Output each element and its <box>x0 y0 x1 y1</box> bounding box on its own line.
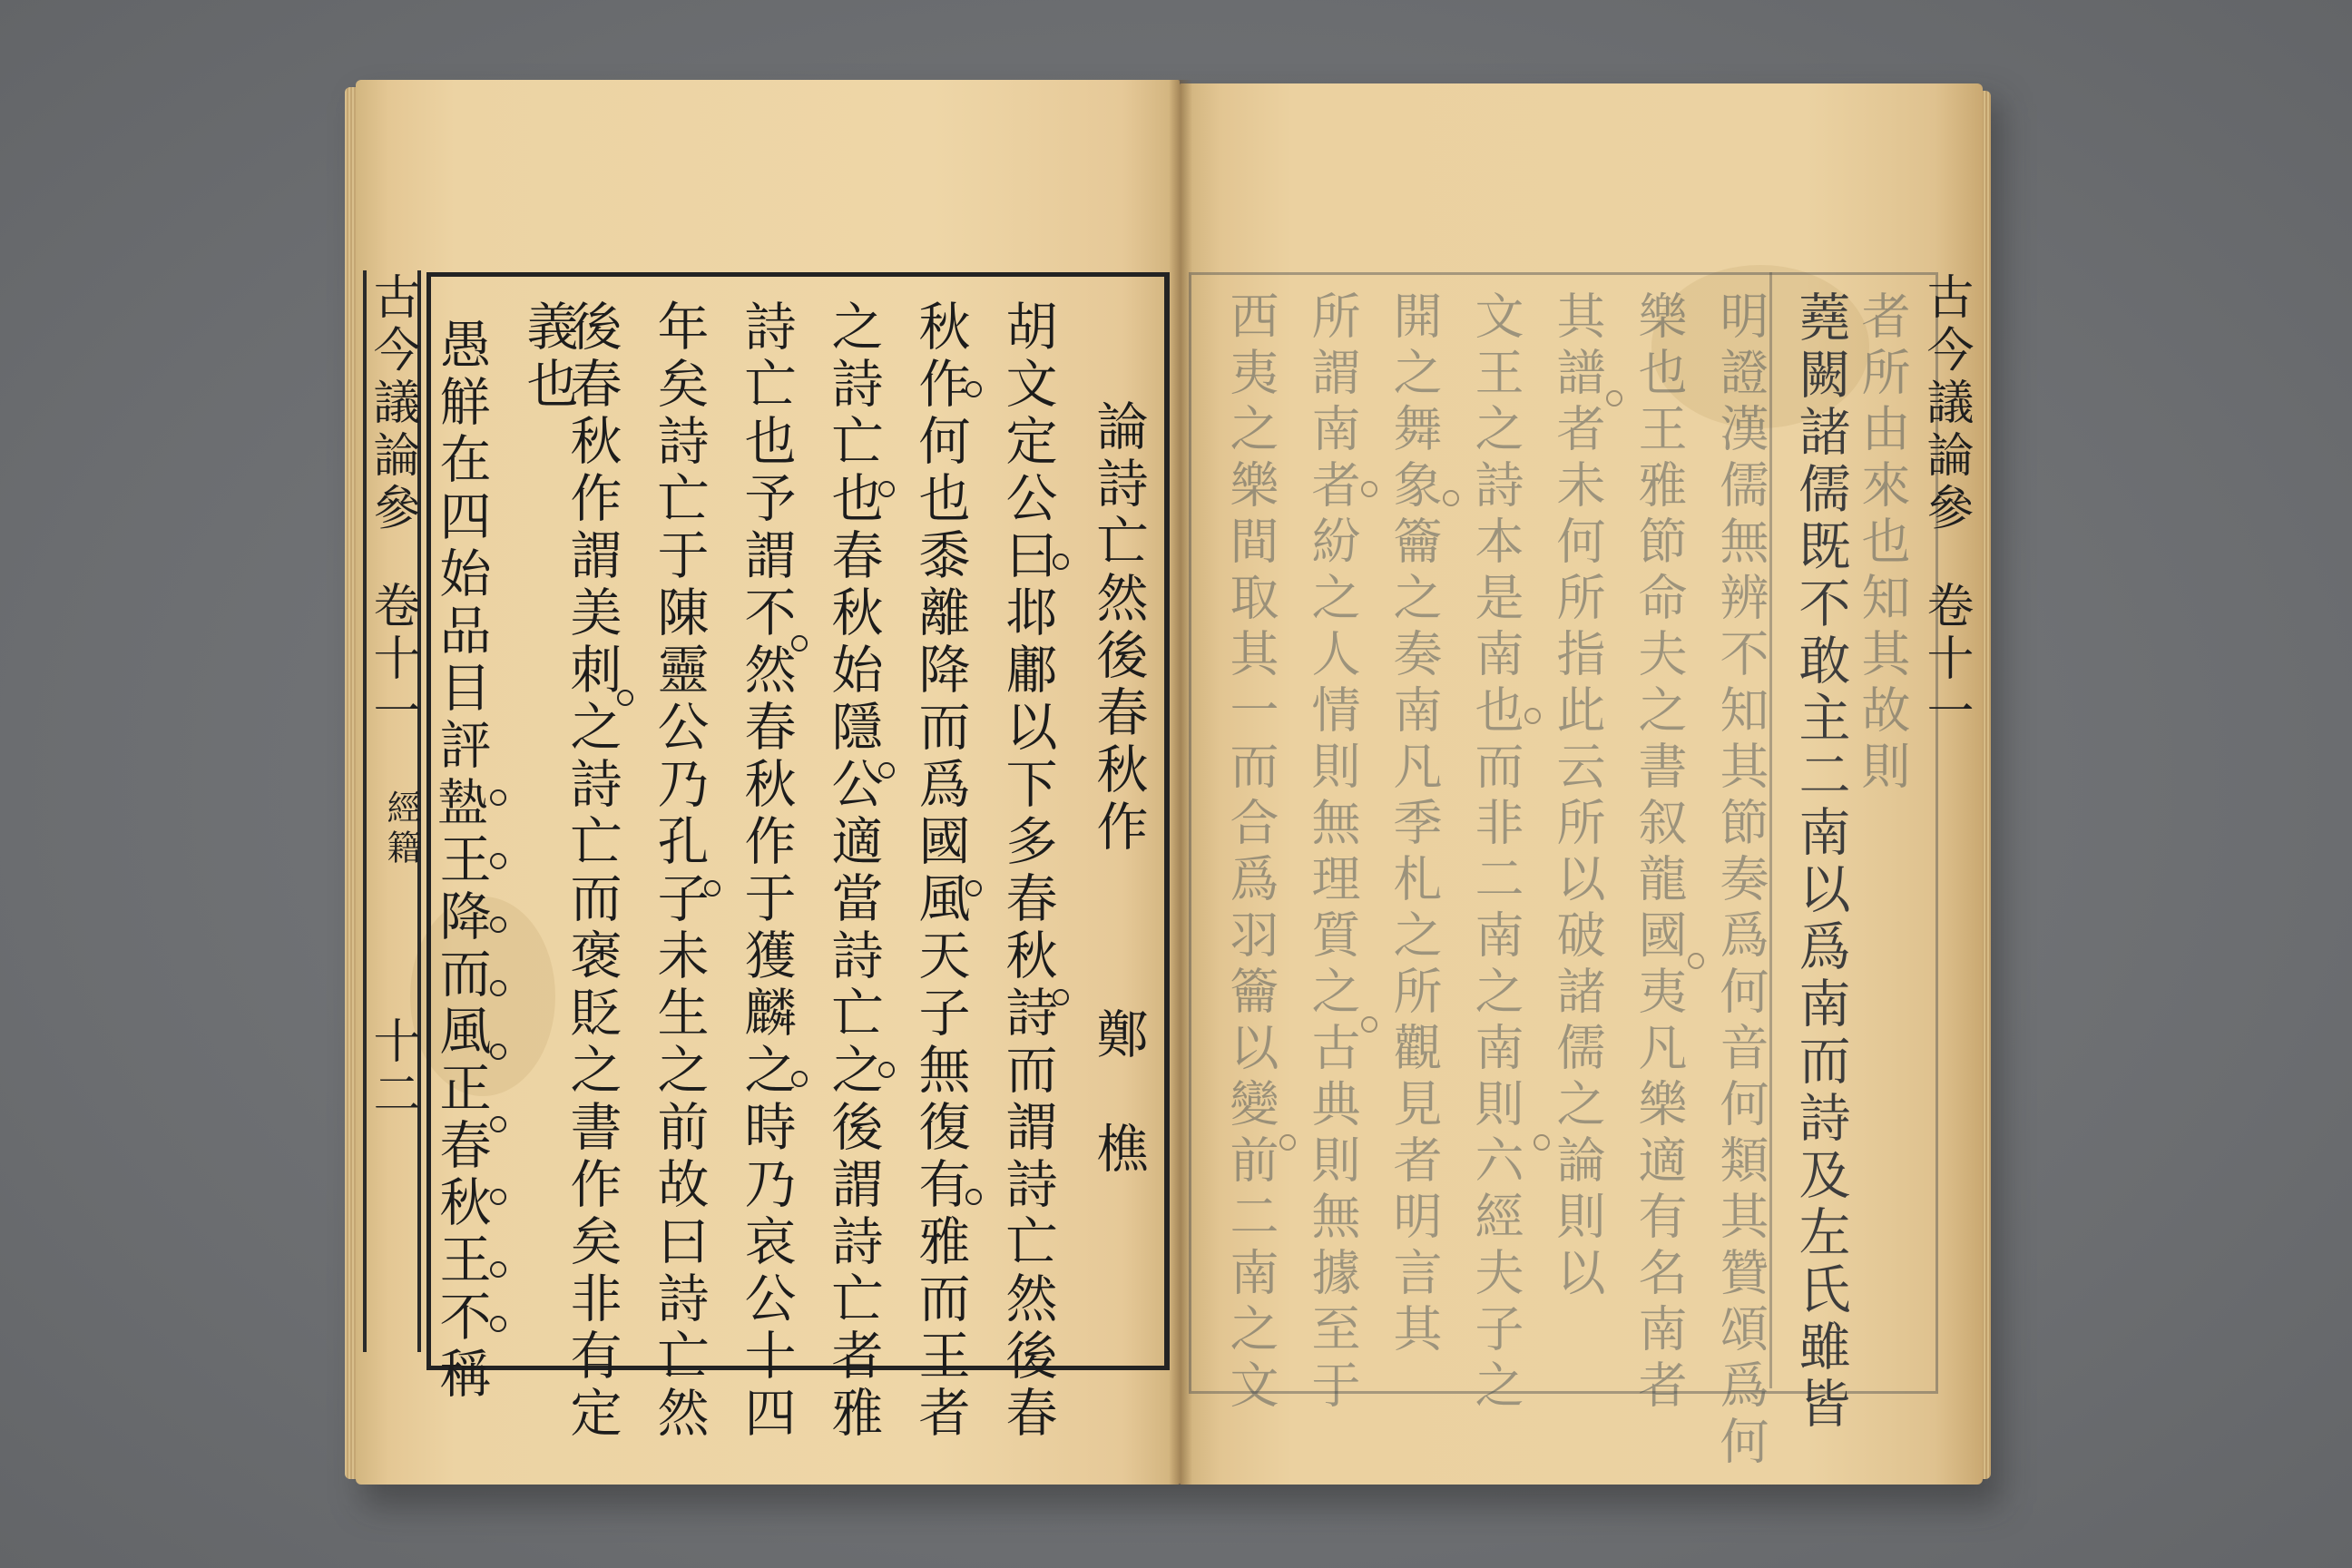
punctuation-mark <box>878 481 895 497</box>
author-column: 鄭 樵 <box>1088 1007 1148 1179</box>
punctuation-mark <box>490 1116 506 1132</box>
punctuation-mark <box>1534 1134 1550 1151</box>
punctuation-mark <box>1688 953 1704 969</box>
faint-column-6: 文王之詩本是南也而非二南之南則六經夫子之 <box>1467 290 1524 1416</box>
punctuation-mark <box>704 880 720 897</box>
left-text-frame <box>426 272 1170 1370</box>
left-margin-volume: 卷十一 <box>365 581 419 739</box>
punctuation-mark <box>878 1062 895 1078</box>
right-margin-title: 古今議論參 <box>1918 272 1973 535</box>
left-margin-page: 十二 <box>365 1016 419 1122</box>
punctuation-mark <box>1053 554 1069 570</box>
punctuation-mark <box>490 853 506 869</box>
text-column-8: 愚觧在四始品目評𥂕王降而風正春秋王不稱 <box>431 318 491 1404</box>
punctuation-mark <box>965 1189 982 1205</box>
punctuation-mark <box>791 1071 808 1087</box>
faint-column-7: 開之舞象籥之奏南凡季札之所觀見者明言其 <box>1386 290 1443 1359</box>
faint-column-3: 明證漢儒無辨不知其節奏爲何音何類其贊頌爲何 <box>1712 290 1769 1472</box>
text-column-1: 胡文定公曰邶鄘以下多春秋詩而謂詩亡然後春 <box>997 299 1057 1443</box>
left-margin-label: 經籍 <box>381 789 421 869</box>
punctuation-mark <box>1361 1016 1377 1033</box>
faint-column-1: 者所由來也知其故則 <box>1854 290 1911 797</box>
punctuation-mark <box>1279 1134 1296 1151</box>
punctuation-mark <box>965 880 982 897</box>
punctuation-mark <box>490 789 506 806</box>
punctuation-mark <box>490 1316 506 1332</box>
faint-column-5: 其譜者未何所指此云所以破諸儒之論則以 <box>1549 290 1606 1303</box>
faint-column-4: 樂也王雅節命夫之書叙龍國夷凡樂適有名南者 <box>1631 290 1688 1416</box>
punctuation-mark <box>791 635 808 652</box>
heading-column: 論詩亡然後春秋作 <box>1088 399 1148 857</box>
punctuation-mark <box>1361 481 1377 497</box>
faint-column-8: 所謂南者紛之人情則無理質之古典則無據至于 <box>1304 290 1361 1416</box>
right-margin-divider <box>1769 272 1772 1388</box>
faint-column-2: 蕘闕諸儒既不敢主二南以爲南而詩及左氏雖皆 <box>1790 290 1850 1434</box>
punctuation-mark <box>1053 989 1069 1005</box>
text-column-6: 後春秋作謂美刺之詩亡而褒貶之書作矣非有定 <box>562 299 622 1443</box>
punctuation-mark <box>965 381 982 397</box>
punctuation-mark <box>617 690 633 706</box>
text-column-4: 詩亡也予謂不然春秋作于獲麟之時乃哀公十四 <box>736 299 796 1443</box>
text-column-7: 義也 <box>518 299 578 414</box>
text-column-2: 秋作何也黍離降而爲國風天子無復有雅而王者 <box>910 299 970 1443</box>
punctuation-mark <box>490 1261 506 1278</box>
punctuation-mark <box>490 1189 506 1205</box>
punctuation-mark <box>878 762 895 779</box>
left-margin-title: 古今議論參 <box>365 272 419 535</box>
punctuation-mark <box>490 980 506 996</box>
punctuation-mark <box>490 916 506 933</box>
punctuation-mark <box>490 1044 506 1060</box>
text-column-5: 年矣詩亡于陳靈公乃孔子未生之前故曰詩亡然 <box>649 299 709 1443</box>
punctuation-mark <box>1443 490 1459 506</box>
text-column-3: 之詩亡也春秋始隱公適當詩亡之後謂詩亡者雅 <box>823 299 883 1443</box>
punctuation-mark <box>1606 390 1622 407</box>
right-margin-volume: 卷十一 <box>1918 581 1973 739</box>
punctuation-mark <box>1524 708 1541 724</box>
faint-column-9: 西夷之樂間取其一而合爲羽籥以變前二南之文 <box>1222 290 1279 1416</box>
